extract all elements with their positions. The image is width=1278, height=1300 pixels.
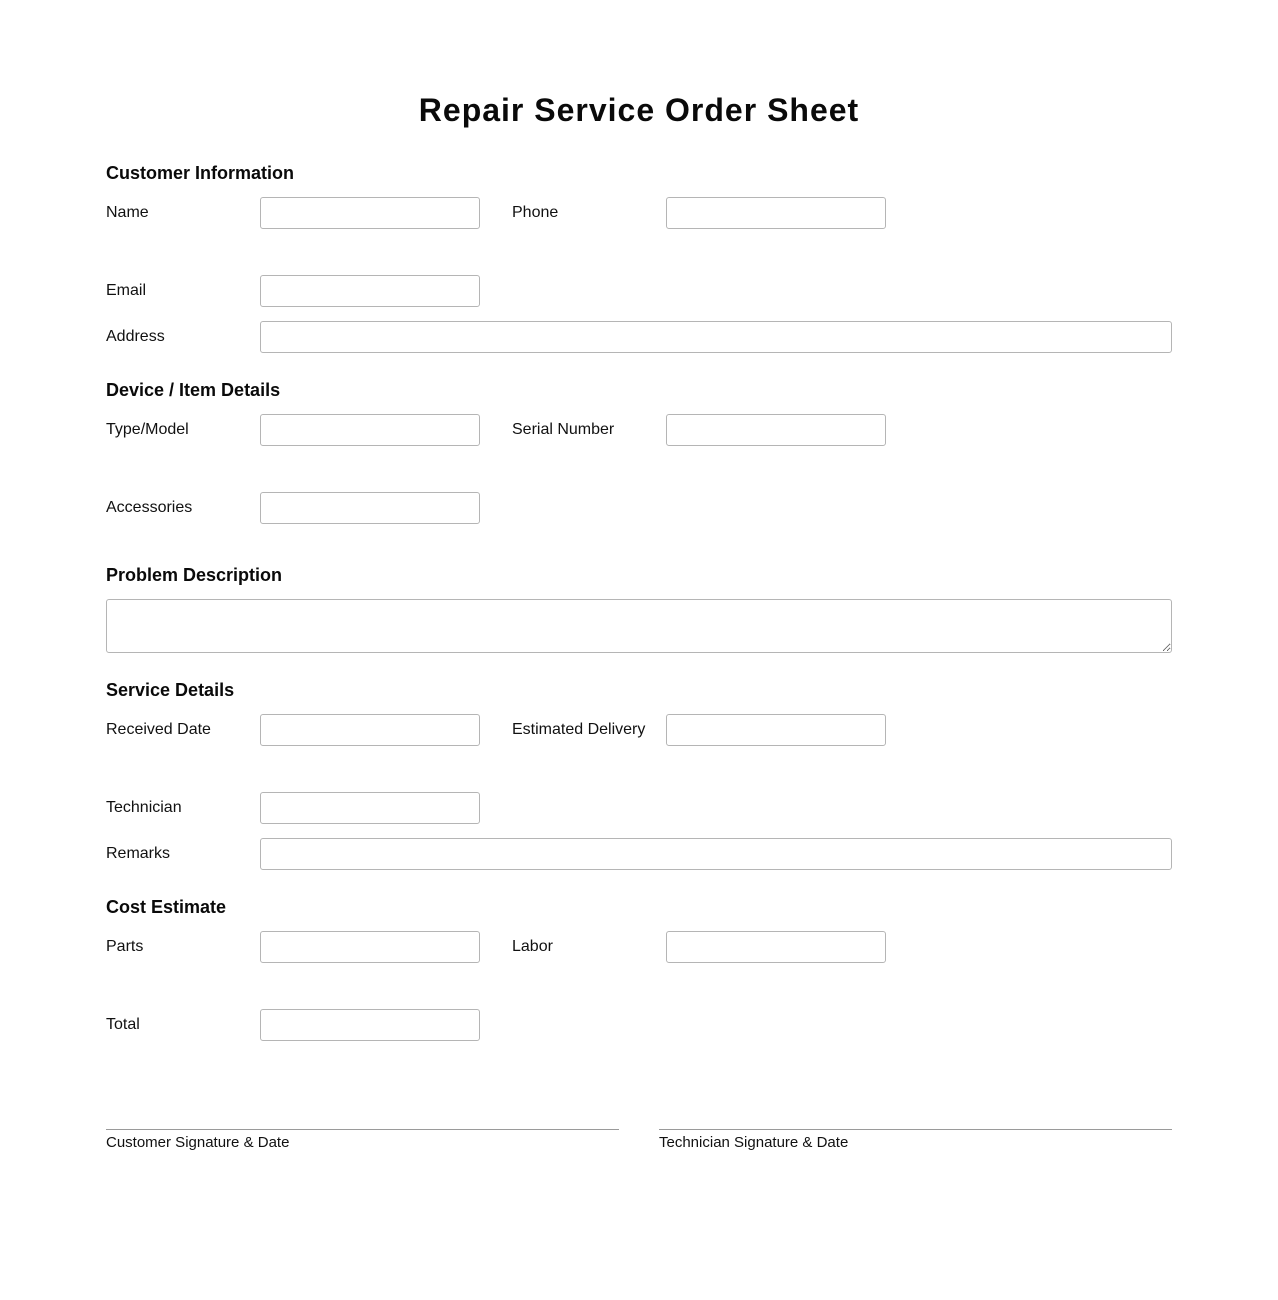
email-label: Email	[106, 282, 147, 299]
customer-signature-label: Customer Signature & Date	[106, 1134, 290, 1151]
section-heading-service: Service Details	[106, 680, 235, 700]
accessories-field[interactable]	[260, 492, 480, 524]
technician-signature-line	[659, 1129, 1172, 1130]
page-title: Repair Service Order Sheet	[418, 92, 860, 128]
section-heading-problem: Problem Description	[106, 565, 283, 585]
phone-label: Phone	[512, 204, 559, 221]
received-date-field[interactable]	[260, 714, 480, 746]
technician-signature-label: Technician Signature & Date	[659, 1134, 849, 1151]
problem-description-textarea[interactable]	[106, 599, 1172, 653]
name-field[interactable]	[260, 197, 480, 229]
labor-field[interactable]	[666, 931, 886, 963]
type-model-label: Type/Model	[106, 421, 189, 438]
phone-field[interactable]	[666, 197, 886, 229]
section-heading-device: Device / Item Details	[106, 380, 281, 400]
email-field[interactable]	[260, 275, 480, 307]
serial-number-label: Serial Number	[512, 421, 615, 438]
technician-field[interactable]	[260, 792, 480, 824]
section-heading-customer: Customer Information	[106, 163, 295, 183]
name-label: Name	[106, 204, 149, 221]
technician-label: Technician	[106, 799, 182, 816]
estimated-delivery-field[interactable]	[666, 714, 886, 746]
estimated-delivery-label: Estimated Delivery	[512, 721, 646, 738]
customer-signature-line	[106, 1129, 619, 1130]
accessories-label: Accessories	[106, 499, 193, 516]
address-field[interactable]	[260, 321, 1172, 353]
labor-label: Labor	[512, 938, 553, 955]
type-model-field[interactable]	[260, 414, 480, 446]
serial-number-field[interactable]	[666, 414, 886, 446]
remarks-field[interactable]	[260, 838, 1172, 870]
address-label: Address	[106, 328, 165, 345]
remarks-label: Remarks	[106, 845, 171, 862]
parts-label: Parts	[106, 938, 144, 955]
parts-field[interactable]	[260, 931, 480, 963]
section-heading-cost: Cost Estimate	[106, 897, 227, 917]
total-field[interactable]	[260, 1009, 480, 1041]
total-label: Total	[106, 1016, 140, 1033]
received-date-label: Received Date	[106, 721, 211, 738]
